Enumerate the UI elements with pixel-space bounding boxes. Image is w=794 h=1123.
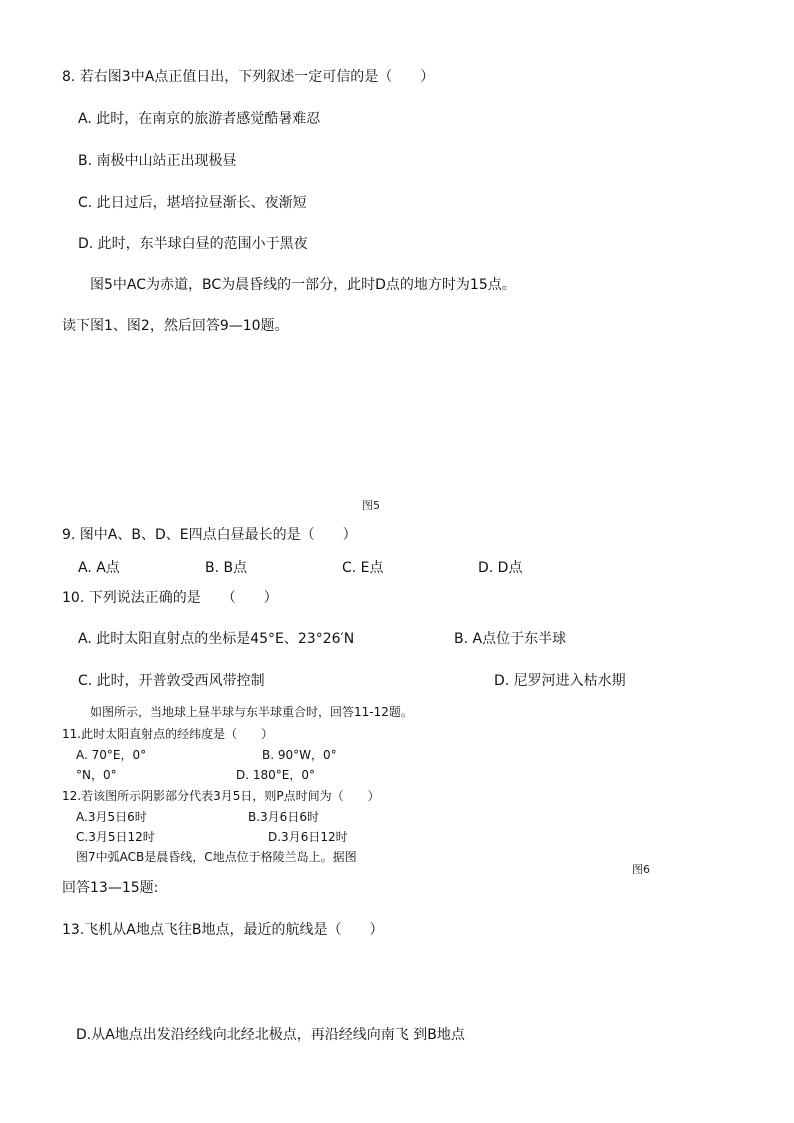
- question-9-option-b: B. B点: [205, 560, 248, 576]
- question-9-option-d: D. D点: [478, 560, 523, 576]
- figure-7-intro: 图7中弧ACB是晨昏线，C地点位于格陵兰岛上。据图: [76, 850, 357, 864]
- figure-6-label: 图6: [632, 864, 650, 874]
- question-13-option-d: D.从A地点出发沿经线向北经北极点，再沿经线向南飞 到B地点: [76, 1027, 465, 1043]
- intro-11-12: 如图所示，当地球上昼半球与东半球重合时，回答11-12题。: [90, 705, 413, 719]
- question-10-option-a: A. 此时太阳直射点的坐标是45°E、23°26′N: [78, 631, 355, 647]
- question-8-option-c: C. 此日过后，堪培拉昼渐长、夜渐短: [78, 195, 307, 211]
- read-instruction-13-15: 回答13—15题:: [62, 880, 159, 896]
- question-10-option-b: B. A点位于东半球: [454, 631, 567, 647]
- question-12-option-c: C.3月5日12时: [76, 830, 155, 844]
- question-10-option-d: D. 尼罗河进入枯水期: [494, 673, 626, 689]
- question-12-option-b: B.3月6日6时: [248, 810, 319, 824]
- question-8-option-d: D. 此时，东半球白昼的范围小于黑夜: [78, 236, 308, 252]
- question-11-stem: 11.此时太阳直射点的经纬度是（ ）: [62, 727, 274, 741]
- question-9-option-c: C. E点: [342, 560, 384, 576]
- figure-5-label: 图5: [362, 500, 380, 511]
- question-13-stem: 13.飞机从A地点飞往B地点，最近的航线是（ ）: [62, 922, 384, 938]
- question-12-stem: 12.若该图所示阴影部分代表3月5日，则P点时间为（ ）: [62, 789, 380, 803]
- question-9-stem: 9. 图中A、B、D、E四点白昼最长的是（ ）: [62, 527, 357, 543]
- question-11-option-b: B. 90°W，0°: [262, 748, 337, 762]
- question-11-option-d: D. 180°E，0°: [236, 768, 315, 782]
- figure-5-intro: 图5中AC为赤道，BC为晨昏线的一部分，此时D点的地方时为15点。: [90, 277, 516, 293]
- question-11-option-c: °N，0°: [76, 768, 117, 782]
- question-12-option-d: D.3月6日12时: [268, 830, 348, 844]
- question-9-option-a: A. A点: [78, 560, 120, 576]
- question-12-option-a: A.3月5日6时: [76, 810, 147, 824]
- question-8-option-b: B. 南极中山站正出现极昼: [78, 153, 237, 169]
- question-11-option-a: A. 70°E，0°: [76, 748, 147, 762]
- question-8-stem: 8. 若右图3中A点正值日出，下列叙述一定可信的是（ ）: [62, 69, 435, 85]
- question-8-option-a: A. 此时，在南京的旅游者感觉酷暑难忍: [78, 111, 321, 127]
- question-10-option-c: C. 此时，开普敦受西风带控制: [78, 673, 265, 689]
- question-10-stem: 10. 下列说法正确的是 （ ）: [62, 590, 278, 606]
- read-instruction-9-10: 读下图1、图2，然后回答9—10题。: [62, 318, 289, 334]
